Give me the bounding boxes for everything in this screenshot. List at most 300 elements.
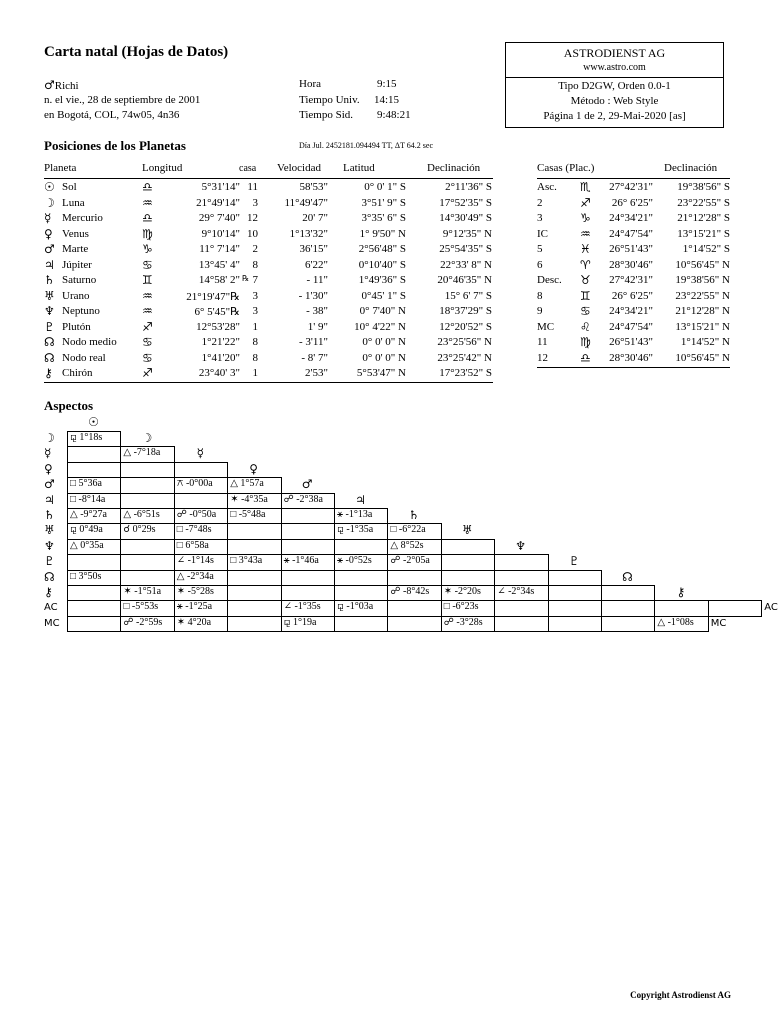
planet-longitude: 9°10'14"	[201, 227, 240, 240]
house-label: Desc.	[537, 274, 562, 286]
aspect-cell	[67, 446, 121, 462]
company-name: ASTRODIENST AG	[563, 46, 666, 60]
house-declination: 21°12'28" S	[677, 212, 730, 224]
aspect-cell: ✶ 4°20a	[174, 616, 228, 632]
planet-glyph-icon: ♀	[44, 226, 53, 241]
house-longitude: 26° 6'25"	[611, 196, 653, 209]
aspect-cell	[441, 570, 495, 586]
aspect-cell	[227, 585, 281, 601]
planet-latitude: 1°49'36" S	[358, 274, 406, 286]
house-longitude: 24°34'21"	[609, 212, 653, 224]
sign-glyph-icon: ♎	[142, 180, 153, 194]
sign-glyph-icon: ♒	[142, 195, 153, 210]
planet-glyph-icon: ☊	[44, 335, 55, 349]
house-label: MC	[537, 320, 555, 333]
aspect-cell: □ 6°58a	[174, 539, 228, 555]
aspect-cell: ⚼ 0°49a	[67, 523, 121, 539]
planet-house: 8	[252, 351, 258, 364]
divider	[506, 77, 723, 78]
aspect-cell	[227, 570, 281, 586]
aspect-cell: △ 1°57a	[227, 477, 281, 493]
sign-glyph-icon: ♋	[142, 335, 153, 349]
planet-name: Marte	[62, 243, 89, 255]
planet-speed: - 8' 7"	[301, 351, 328, 364]
aspect-cell	[120, 493, 174, 509]
planet-longitude: 14°58' 2"	[198, 274, 240, 286]
aspect-cell: □ 5°36a	[67, 477, 121, 493]
sign-glyph-icon: ♌	[580, 319, 591, 334]
planet-latitude: 0°10'40" S	[358, 258, 406, 271]
planet-declination: 18°37'29" S	[439, 305, 492, 317]
sign-glyph-icon: ♑	[142, 242, 153, 256]
planet-house: 8	[252, 258, 258, 271]
planet-declination: 15° 6' 7" S	[444, 289, 492, 302]
house-label: 9	[537, 305, 543, 317]
aspect-cell	[281, 539, 335, 555]
planet-latitude: 1° 9'50" N	[359, 227, 406, 240]
aspect-cell	[174, 462, 228, 478]
aspect-cell: ✶ -2°20s	[441, 585, 495, 601]
planet-longitude: 12°53'28"	[196, 320, 240, 333]
aspect-col-glyph-icon: ♃	[355, 492, 366, 507]
aspect-cell: ✶ -4°35a	[227, 493, 281, 509]
aspect-cell: ☍ -8°42s	[387, 585, 441, 601]
positions-bottom-rule	[44, 382, 493, 383]
sign-glyph-icon: ♒	[142, 288, 153, 303]
planet-declination: 23°25'42" N	[437, 351, 492, 364]
sign-glyph-icon: ♊	[580, 288, 591, 303]
aspect-cell	[494, 570, 548, 586]
house-declination: 10°56'45" N	[675, 258, 730, 271]
person-line	[44, 78, 79, 92]
col-planeta: Planeta	[44, 162, 77, 174]
planet-glyph-icon: ♅	[44, 288, 55, 303]
birth-date: n. el vie., 28 de septiembre de 2001	[44, 94, 201, 106]
aspect-cell	[281, 508, 335, 524]
aspect-col-glyph-icon: ☉	[88, 415, 99, 429]
house-longitude: 24°47'54"	[609, 320, 653, 333]
planet-glyph-icon: ♂	[44, 242, 55, 256]
aspect-cell	[494, 600, 548, 616]
planet-name: Luna	[62, 196, 85, 209]
planet-house: 1	[252, 367, 258, 379]
aspect-cell: ⚹ -1°13a	[334, 508, 388, 524]
hora-value: 9:15	[377, 78, 397, 90]
aspect-cell: ☍ -2°59s	[120, 616, 174, 632]
house-longitude: 24°47'54"	[609, 227, 653, 240]
aspect-col-glyph-icon: ☽	[141, 431, 153, 445]
aspect-row-label: AC	[44, 602, 58, 614]
planet-declination: 20°46'35" N	[437, 274, 492, 286]
aspect-cell: ⚼ 1°18s	[67, 431, 121, 447]
sign-glyph-icon: ♍	[142, 226, 153, 241]
aspect-row-label: ♄	[44, 508, 55, 522]
planet-speed: 1' 9"	[307, 320, 328, 333]
metodo-line: Método : Web Style	[570, 95, 659, 107]
aspect-cell	[227, 616, 281, 632]
aspect-row-label: ⚷	[44, 585, 53, 599]
aspect-cell: □ -7°48s	[174, 523, 228, 539]
aspect-cell: ☍ -3°28s	[441, 616, 495, 632]
planet-speed: - 3'11"	[299, 336, 328, 348]
col-velocidad: Velocidad	[277, 162, 321, 174]
house-longitude: 26°51'43"	[609, 336, 653, 348]
col-declinacion: Declinación	[427, 162, 481, 174]
planet-longitude: 11° 7'14"	[199, 243, 240, 255]
planet-name: Nodo medio	[62, 336, 117, 348]
sign-glyph-icon: ♑	[580, 211, 591, 225]
planet-latitude: 2°56'48" S	[358, 243, 406, 255]
birth-place: en Bogotá, COL, 74w05, 4n36	[44, 109, 180, 121]
aspects-title: Aspectos	[44, 398, 94, 413]
house-label: Asc.	[537, 181, 557, 193]
aspect-cell	[120, 539, 174, 555]
aspect-row-label: ☽	[44, 431, 55, 445]
planet-declination: 25°54'35" S	[439, 243, 492, 255]
aspect-col-glyph-icon: ⚷	[676, 585, 686, 599]
sign-glyph-icon: ♊	[142, 273, 153, 287]
aspect-cell: ⚼ -1°35a	[334, 523, 388, 539]
planet-latitude: 0° 7'40" N	[359, 305, 406, 317]
aspect-cell	[387, 570, 441, 586]
sign-glyph-icon: ♒	[142, 304, 153, 318]
sign-glyph-icon: ♎	[142, 211, 153, 225]
house-longitude: 28°30'46"	[609, 351, 653, 364]
univ-value: 14:15	[374, 94, 400, 106]
aspect-cell: ☍ -2°05a	[387, 554, 441, 570]
planet-name: Chirón	[62, 367, 93, 379]
planet-latitude: 5°53'47" N	[356, 367, 406, 379]
aspect-cell	[601, 600, 655, 616]
aspect-cell	[654, 600, 708, 616]
planet-glyph-icon: ☽	[44, 195, 55, 210]
planet-glyph-icon: ☿	[44, 211, 52, 225]
planet-longitude: 6° 5'45"℞	[194, 306, 240, 318]
aspect-cell: ∠ -1°35s	[281, 600, 335, 616]
planet-house: 3	[252, 196, 258, 209]
aspect-cell: △ 8°52s	[387, 539, 441, 555]
aspect-cell	[281, 570, 335, 586]
sign-glyph-icon: ♐	[142, 319, 153, 334]
aspect-cell	[67, 554, 121, 570]
retro-mark: ℞	[242, 274, 250, 283]
aspect-cell: ⚹ -0°52s	[334, 554, 388, 570]
planet-name: Sol	[62, 181, 77, 193]
house-label: 2	[537, 196, 543, 209]
aspect-cell	[601, 585, 655, 601]
aspect-cell	[494, 616, 548, 632]
julian-day: Día Jul. 2452181.094494 TT, ΔT 64.2 sec	[299, 141, 434, 150]
planet-name: Saturno	[62, 274, 97, 286]
planet-glyph-icon: ♆	[44, 304, 55, 318]
planet-declination: 12°20'52" S	[439, 320, 492, 333]
planet-latitude: 10° 4'22" N	[354, 320, 406, 333]
aspect-cell: □ 3°43a	[227, 554, 281, 570]
aspect-col-glyph-icon: ☿	[196, 446, 204, 461]
sign-glyph-icon: ♒	[580, 226, 591, 241]
company-box	[505, 42, 724, 128]
aspect-cell: △ -2°34a	[174, 570, 228, 586]
aspect-cell	[548, 600, 602, 616]
planet-house: 12	[247, 212, 258, 224]
planet-house: 2	[252, 243, 258, 255]
planet-latitude: 3°35' 6" S	[361, 212, 406, 224]
aspect-cell	[387, 616, 441, 632]
aspect-row-label: ♀	[44, 461, 53, 476]
planet-speed: 6'22"	[305, 258, 328, 271]
planet-longitude: 23°40' 3"	[198, 367, 240, 379]
col-latitud: Latitud	[343, 162, 375, 174]
sign-glyph-icon: ♍	[580, 335, 591, 349]
aspect-cell	[227, 539, 281, 555]
aspect-cell: ✶ -5°28s	[174, 585, 228, 601]
page-title: Carta natal (Hojas de Datos)	[44, 44, 229, 60]
planet-speed: - 11"	[306, 274, 328, 286]
sign-glyph-icon: ♉	[580, 273, 591, 287]
house-declination: 23°22'55" S	[677, 196, 730, 209]
aspect-cell: △ 0°35a	[67, 539, 121, 555]
aspect-row-label: ☿	[44, 446, 52, 461]
aspect-row-label: ♂	[44, 477, 55, 492]
aspect-cell	[334, 616, 388, 632]
univ-label: Tiempo Univ.	[299, 94, 360, 106]
aspect-cell	[281, 523, 335, 539]
house-longitude: 27°42'31"	[609, 181, 653, 193]
planet-house: 11	[247, 181, 258, 193]
hora-label: Hora	[299, 78, 321, 90]
house-label: 11	[537, 336, 548, 348]
planet-latitude: 0° 0' 0" N	[362, 336, 406, 348]
planet-speed: 11°49'47"	[284, 196, 328, 209]
aspect-cell	[120, 477, 174, 493]
aspect-col-glyph-icon: ☊	[622, 569, 633, 584]
house-declination: 1°14'52" S	[682, 243, 730, 255]
aspect-cell: ⚹ -1°25a	[174, 600, 228, 616]
planet-longitude: 1°41'20"	[201, 351, 240, 364]
aspect-cell	[120, 462, 174, 478]
aspect-cell	[441, 554, 495, 570]
mars-icon: ♂	[44, 78, 55, 92]
planet-glyph-icon: ♄	[44, 273, 55, 287]
copyright: Copyright Astrodienst AG	[630, 990, 731, 1000]
sign-glyph-icon: ♎	[580, 350, 591, 365]
house-declination: 10°56'45" N	[675, 351, 730, 364]
planet-speed: 2'53"	[305, 367, 328, 379]
aspect-row-label: ♇	[44, 554, 55, 569]
aspect-cell: △ -7°18a	[120, 446, 174, 462]
sign-glyph-icon: ♓	[580, 242, 591, 256]
aspect-cell	[120, 554, 174, 570]
planet-declination: 23°25'56" N	[437, 336, 492, 348]
planet-name: Urano	[62, 289, 90, 302]
planet-house: 8	[252, 336, 258, 348]
planet-name: Venus	[62, 227, 89, 240]
planet-longitude: 21°19'47"℞	[186, 290, 240, 303]
aspect-cell	[67, 600, 121, 616]
aspect-cell	[120, 570, 174, 586]
house-declination: 21°12'28" N	[675, 305, 730, 317]
planet-latitude: 0°45' 1" S	[361, 289, 406, 302]
planet-speed: 1°13'32"	[289, 227, 328, 240]
aspect-cell	[708, 600, 762, 616]
aspect-cell: ∠ -1°14s	[174, 554, 228, 570]
house-label: 5	[537, 243, 543, 255]
col-house-declinacion: Declinación	[664, 162, 718, 174]
planet-longitude: 21°49'14"	[196, 196, 240, 209]
houses-bottom-rule	[537, 367, 730, 368]
house-declination: 1°14'52" N	[680, 336, 730, 348]
planet-speed: - 38"	[306, 305, 328, 317]
aspect-cell: ⚼ 1°19a	[281, 616, 335, 632]
col-longitud: Longitud	[142, 162, 183, 174]
aspect-cell: □ -8°14a	[67, 493, 121, 509]
house-longitude: 27°42'31"	[609, 274, 653, 286]
planet-longitude: 1°21'22"	[201, 336, 240, 348]
sign-glyph-icon: ♐	[580, 195, 591, 210]
aspect-row-label: ♆	[44, 538, 55, 553]
planet-latitude: 3°51' 9" S	[361, 196, 406, 209]
planet-house: 10	[247, 227, 258, 240]
planet-house: 1	[252, 320, 258, 333]
aspect-cell	[174, 493, 228, 509]
house-label: 3	[537, 212, 543, 224]
aspect-cell	[334, 585, 388, 601]
aspect-cell: ∠ -2°34s	[494, 585, 548, 601]
sign-glyph-icon: ♋	[142, 350, 153, 365]
aspect-col-glyph-icon: ♀	[249, 461, 259, 476]
house-label: 6	[537, 258, 543, 271]
planet-declination: 2°11'36" S	[445, 181, 492, 193]
aspect-cell: ⚹ -1°46a	[281, 554, 335, 570]
planet-glyph-icon: ⚷	[44, 366, 53, 380]
aspect-row-label: ☊	[44, 569, 55, 584]
planet-declination: 22°33' 8" N	[440, 258, 492, 271]
aspect-cell	[67, 616, 121, 632]
aspect-cell: ⚻ -0°00a	[174, 477, 228, 493]
planet-house: 3	[252, 305, 258, 317]
house-declination: 19°38'56" N	[675, 274, 730, 286]
planet-declination: 17°23'52" S	[439, 367, 492, 379]
aspect-cell	[227, 600, 281, 616]
aspect-cell: □ -5°53s	[120, 600, 174, 616]
col-casas: Casas (Plac.)	[537, 162, 595, 174]
planet-latitude: 0° 0' 0" N	[362, 351, 406, 364]
aspect-cell	[548, 570, 602, 586]
planet-speed: 58'53"	[299, 181, 328, 193]
aspect-cell: ☌ 0°29s	[120, 523, 174, 539]
house-longitude: 28°30'46"	[609, 258, 653, 271]
aspect-row-label-right: MC	[710, 617, 727, 629]
planet-name: Júpiter	[62, 258, 92, 271]
planet-declination: 17°52'35" S	[439, 196, 492, 209]
planet-glyph-icon: ♇	[44, 319, 55, 334]
planet-name: Mercurio	[62, 212, 103, 224]
planet-declination: 14°30'49" S	[439, 212, 492, 224]
planet-glyph-icon: ☉	[44, 180, 55, 194]
aspect-cell	[227, 523, 281, 539]
aspect-cell	[67, 585, 121, 601]
house-declination: 13°15'21" S	[677, 227, 730, 240]
planet-speed: - 1'30"	[298, 289, 328, 302]
planet-house: 3	[252, 289, 258, 302]
planet-speed: 20' 7"	[302, 212, 328, 224]
tipo-line: Tipo D2GW, Orden 0.0-1	[558, 80, 671, 92]
house-declination: 23°22'55" N	[675, 289, 730, 302]
planet-latitude: 0° 0' 1" S	[364, 181, 406, 193]
aspect-row-label-right: AC	[764, 602, 778, 614]
house-longitude: 26° 6'25"	[611, 289, 653, 302]
houses-header	[537, 162, 730, 179]
planet-declination: 9°12'35" N	[442, 227, 492, 240]
aspect-cell: □ 3°50s	[67, 570, 121, 586]
company-url: www.astro.com	[583, 62, 646, 73]
aspect-cell	[334, 539, 388, 555]
house-label: 12	[537, 351, 548, 364]
aspect-cell: □ -6°22a	[387, 523, 441, 539]
planet-house: 7	[252, 274, 258, 286]
planet-name: Nodo real	[62, 351, 106, 364]
sid-value: 9:48:21	[377, 109, 411, 121]
planet-speed: 36'15"	[299, 243, 328, 255]
aspect-cell	[334, 570, 388, 586]
aspect-col-glyph-icon: ♇	[568, 554, 580, 569]
house-longitude: 26°51'43"	[609, 243, 653, 255]
positions-header	[44, 162, 493, 179]
aspect-col-glyph-icon: ♆	[515, 538, 527, 553]
aspect-cell: □ -6°23s	[441, 600, 495, 616]
planet-longitude: 29° 7'40"	[198, 212, 240, 224]
aspect-cell: △ -6°51s	[120, 508, 174, 524]
house-label: IC	[537, 227, 548, 240]
sign-glyph-icon: ♈	[580, 257, 591, 272]
planet-glyph-icon: ☊	[44, 350, 55, 365]
aspect-row-label: MC	[44, 617, 60, 629]
aspect-cell: ☍ -2°38a	[281, 493, 335, 509]
planet-name: Neptuno	[62, 305, 100, 317]
house-declination: 19°38'56" S	[677, 181, 730, 193]
planet-longitude: 5°31'14"	[201, 181, 240, 193]
sign-glyph-icon: ♐	[142, 366, 153, 380]
house-declination: 13°15'21" N	[675, 320, 730, 333]
col-casa: casa	[239, 163, 257, 174]
sign-glyph-icon: ♋	[580, 304, 591, 318]
aspect-cell	[387, 600, 441, 616]
house-label: 8	[537, 289, 543, 302]
aspect-cell	[548, 616, 602, 632]
planet-name: Plutón	[62, 320, 91, 333]
aspect-cell: ☍ -0°50a	[174, 508, 228, 524]
aspect-cell: △ -1°08s	[654, 616, 708, 632]
aspect-cell	[441, 539, 495, 555]
pagina-line: Página 1 de 2, 29-Mai-2020 [as]	[543, 110, 686, 122]
aspect-row-label: ♃	[44, 492, 55, 507]
aspect-cell: △ -9°27a	[67, 508, 121, 524]
aspect-cell	[548, 585, 602, 601]
house-longitude: 24°34'21"	[609, 305, 653, 317]
planet-glyph-icon: ♃	[44, 257, 55, 272]
planet-longitude: 13°45' 4"	[198, 258, 240, 271]
aspect-col-glyph-icon: ♄	[408, 508, 420, 522]
aspect-cell	[67, 462, 121, 478]
aspect-cell: ✶ -1°51a	[120, 585, 174, 601]
aspect-col-glyph-icon: ♅	[461, 523, 473, 538]
aspect-col-glyph-icon: ♂	[301, 477, 313, 492]
sign-glyph-icon: ♏	[580, 180, 591, 194]
sign-glyph-icon: ♋	[142, 257, 153, 272]
aspect-cell	[494, 554, 548, 570]
sid-label: Tiempo Sid.	[299, 109, 354, 121]
aspect-cell	[281, 585, 335, 601]
